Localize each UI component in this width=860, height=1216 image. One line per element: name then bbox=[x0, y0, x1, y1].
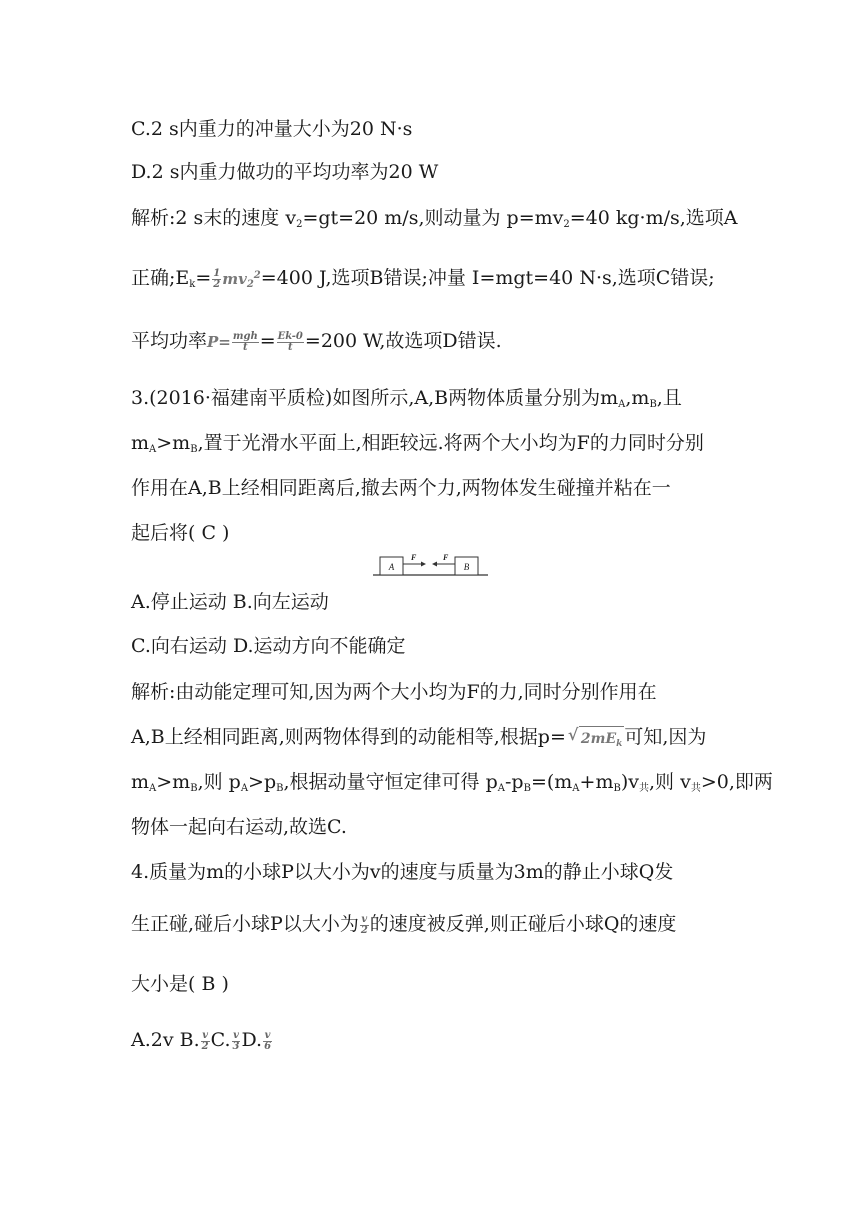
q3-options-ab bbox=[131, 590, 329, 614]
fraction-v-over-2: $\frac{v}{2}$ bbox=[360, 913, 368, 936]
q4-line-2 bbox=[131, 912, 676, 936]
sub-k: k bbox=[189, 279, 196, 290]
q4-option-c: C. bbox=[210, 1029, 231, 1051]
q3-text-2a: m bbox=[131, 432, 150, 454]
option-d-line bbox=[131, 160, 438, 184]
option-d-text: D.2 s内重力做功的平均功率为20 W bbox=[131, 161, 439, 183]
q3-text-1a: 3.(2016·福建南平质检)如图所示,A,B两物体质量分别为m bbox=[131, 387, 619, 409]
q4-line-3 bbox=[131, 972, 229, 996]
exp2-part-a: 正确;E bbox=[131, 267, 190, 289]
ek-formula-image: $mv_2^2$ bbox=[222, 270, 261, 290]
q4-text-1: 4.质量为m的小球P以大小为v的速度与质量为3m的静止小球Q发 bbox=[131, 861, 674, 883]
explanation-line-3: 平均功率P= $\frac{\text{mgh}}{t}$ = $\frac{Ek-0}{t}$ =200 W,故选项D错误. bbox=[131, 330, 502, 353]
fraction-v-6: $\frac{v}{6}$ bbox=[264, 1029, 272, 1052]
blocks-figure bbox=[373, 551, 488, 579]
q4-options bbox=[131, 1028, 273, 1052]
q3-exp-text-4: 物体一起向右运动,故选C. bbox=[131, 816, 347, 838]
fraction-v-2: $\frac{v}{2}$ bbox=[201, 1029, 209, 1052]
fraction-v-3: $\frac{v}{3}$ bbox=[232, 1029, 240, 1052]
q3-exp-text-1: 解析:由动能定理可知,因为两个大小均为F的力,同时分别作用在 bbox=[131, 681, 657, 703]
q3-text-4: 起后将( C ) bbox=[131, 522, 230, 544]
q3-text-2b: >m bbox=[156, 432, 191, 454]
q4-option-d: D. bbox=[241, 1029, 263, 1051]
q4-line-1 bbox=[131, 860, 673, 884]
exp3-part-b: =200 W,故选项D错误. bbox=[304, 330, 502, 352]
sub-B: B bbox=[190, 444, 198, 455]
exp3-part-a: 平均功率 bbox=[131, 330, 208, 352]
q4-text-2b: 的速度被反弹,则正碰后小球Q的速度 bbox=[369, 913, 677, 935]
fraction-half: $\frac{1}{2}$ bbox=[213, 267, 221, 290]
exp1-part-a: 解析:2 s末的速度 v bbox=[131, 207, 297, 229]
q3-text-1b: ,m bbox=[625, 387, 650, 409]
q3-options-ab-text: A.停止运动 B.向左运动 bbox=[131, 591, 329, 613]
fraction-ek-t: $\frac{Ek-0}{t}$ bbox=[277, 330, 303, 353]
arrow-head-left bbox=[432, 562, 437, 567]
q3-explanation-4 bbox=[131, 815, 347, 839]
q3-text-3: 作用在A,B上经相同距离后,撤去两个力,两物体发生碰撞并粘在一 bbox=[131, 477, 671, 499]
q3-line-2 bbox=[131, 431, 704, 455]
q4-text-2a: 生正碰,碰后小球P以大小为 bbox=[131, 913, 359, 935]
q3-explanation-1 bbox=[131, 680, 657, 704]
sub-2: 2 bbox=[296, 219, 303, 230]
q3-explanation-2 bbox=[131, 725, 706, 751]
q3-options-cd-text: C.向右运动 D.运动方向不能确定 bbox=[131, 635, 406, 657]
sqrt-formula-image: √ $2mE_k$ bbox=[579, 726, 624, 751]
fraction-mgh-t: $\frac{\text{mgh}}{t}$ bbox=[232, 330, 258, 353]
q3-line-3 bbox=[131, 476, 671, 500]
power-p-image: P= bbox=[207, 333, 231, 351]
q3-exp-text-2b: 可知,因为 bbox=[624, 726, 707, 748]
explanation-line-2: 正确$;E_k=$ $\frac{1}{2}$ $mv_2^2=400$ J,选项B错误;冲量 I=mgt=40 N·s,选项C错误; bbox=[131, 267, 715, 290]
block-b-label: B bbox=[463, 562, 470, 572]
exp1-part-c: =40 kg·m/s,选项A bbox=[569, 207, 738, 229]
exp2-part-b: =400 J,选项B错误;冲量 I=mgt=40 N·s,选项C错误; bbox=[260, 267, 715, 289]
arrow-head-right bbox=[421, 562, 426, 567]
exp1-part-b: =gt=20 m/s,则动量为 p=mv bbox=[302, 207, 564, 229]
q4-text-3: 大小是( B ) bbox=[131, 973, 229, 995]
q3-line-1 bbox=[131, 386, 682, 410]
option-c-text: C.2 s内重力的冲量大小为20 N·s bbox=[131, 118, 413, 140]
sub-A: A bbox=[149, 444, 157, 455]
block-a-label: A bbox=[388, 562, 395, 572]
option-c-line bbox=[131, 117, 412, 141]
q4-option-a-b: A.2v B. bbox=[131, 1029, 200, 1051]
q3-line-4 bbox=[131, 521, 229, 545]
q3-explanation-3: $m_A>m_B$,则 $p_A>p_B$,根据动量守恒定律可得 $p_A-p_B=(m_A+m_B)v_共$,则 $v_共>0$,即两 bbox=[131, 771, 773, 794]
force-label-right: F bbox=[443, 553, 449, 562]
q3-options-cd bbox=[131, 634, 406, 658]
sub-A: A bbox=[618, 399, 626, 410]
sub-B: B bbox=[649, 399, 657, 410]
q3-text-1c: ,且 bbox=[656, 387, 682, 409]
q3-exp-text-2a: A,B上经相同距离,则两物体得到的动能相等,根据p= bbox=[131, 726, 566, 748]
force-label-left: F bbox=[411, 553, 417, 562]
q3-text-2c: ,置于光滑水平面上,相距较远.将两个大小均为F的力同时分别 bbox=[197, 432, 704, 454]
explanation-line-1 bbox=[131, 206, 738, 230]
sub-2: 2 bbox=[563, 219, 570, 230]
